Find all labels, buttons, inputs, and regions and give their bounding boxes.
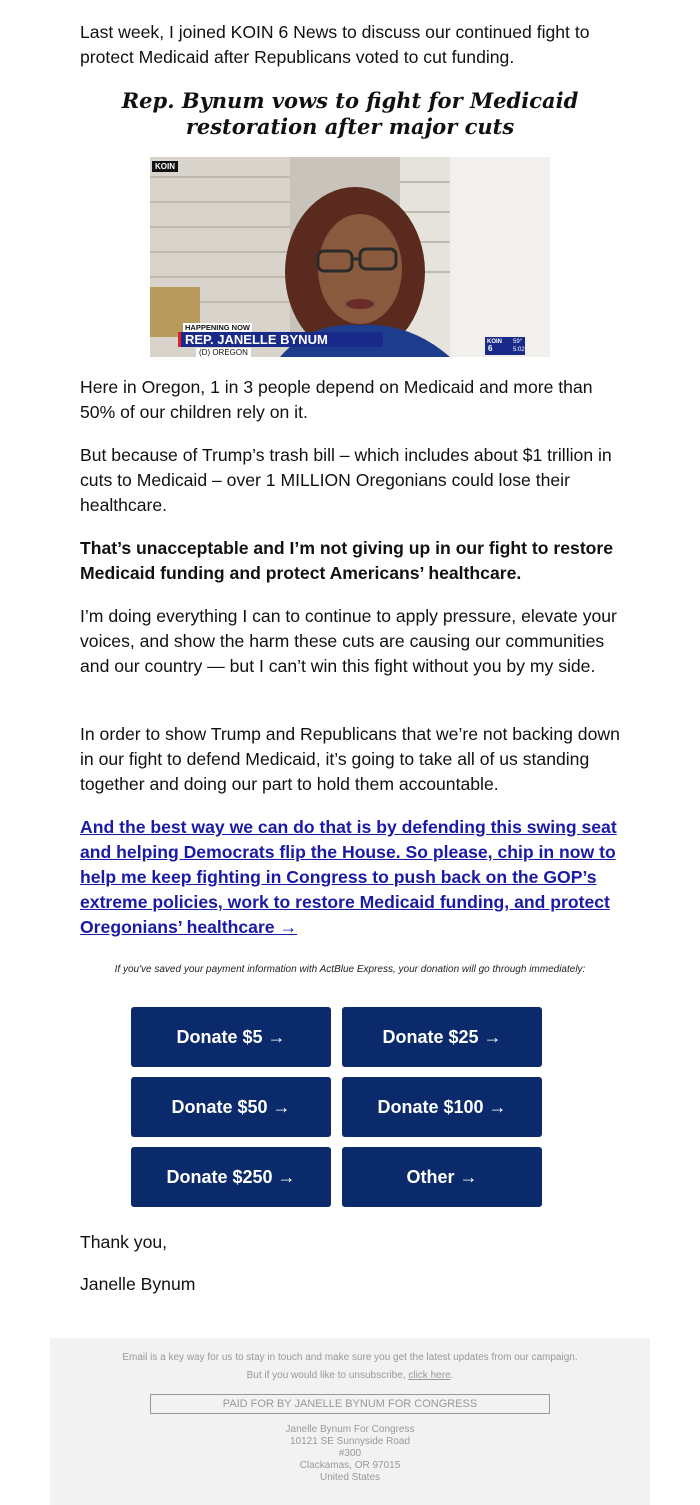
paragraph-unacceptable: That’s unacceptable and I’m not giving up in our fight to restore Medicaid funding and protect Americans’ healthcare. xyxy=(80,538,614,583)
paragraph-show-trump: In order to show Trump and Republicans that we’re not backing down in our fight to defend Medicaid, it’s going to take all of us standing together and doing our part to hold them accountable. xyxy=(80,724,620,794)
station-channel: 6 xyxy=(488,344,493,353)
cta-paragraph xyxy=(80,815,625,940)
signature-name: Janelle Bynum xyxy=(80,1274,196,1294)
article-headline xyxy=(120,88,580,140)
address-line-1: Janelle Bynum For Congress xyxy=(285,1424,415,1435)
address-line-5: United States xyxy=(319,1472,381,1483)
lower-third-name: REP. JANELLE BYNUM xyxy=(178,332,383,347)
paid-for-disclaimer: PAID FOR BY JANELLE BYNUM FOR CONGRESS xyxy=(150,1394,550,1414)
footer-unsubscribe-line xyxy=(50,1370,650,1381)
station-time: 5:02 xyxy=(513,347,525,353)
campaign-address xyxy=(50,1424,650,1484)
unsubscribe-suffix: . xyxy=(450,1370,454,1381)
unsubscribe-link[interactable]: click here xyxy=(408,1370,451,1381)
lower-third-party: (D) OREGON xyxy=(196,348,251,357)
thank-you-text: Thank you, xyxy=(80,1232,168,1252)
address-line-2: 10121 SE Sunnyside Road xyxy=(289,1436,411,1447)
address-line-3: #300 xyxy=(338,1448,362,1459)
station-temp: 59° xyxy=(513,339,523,345)
donate-50-button[interactable]: Donate $50 → xyxy=(131,1077,331,1137)
donate-250-button[interactable]: Donate $250 → xyxy=(131,1147,331,1207)
station-name: KOIN xyxy=(487,339,502,345)
station-bug xyxy=(485,337,525,355)
paragraph-trump-bill: But because of Trump’s trash bill – which includes about $1 trillion in cuts to Medicaid – over 1 MILLION Oregonians could lose their healthcare. xyxy=(80,445,612,515)
headline-line-1: Rep. Bynum vows to fight for Medicaid xyxy=(121,88,579,113)
footer-email-note: Email is a key way for us to stay in touch and make sure you get the latest updates from our campaign. xyxy=(122,1352,578,1363)
paragraph-medicaid-stats: Here in Oregon, 1 in 3 people depend on Medicaid and more than 50% of our children rely on it. xyxy=(80,377,593,422)
actblue-express-note: If you've saved your payment information with ActBlue Express, your donation will go through immediately: xyxy=(114,964,586,975)
donate-cta-link[interactable]: And the best way we can do that is by defending this swing seat and helping Democrats flip the House. So please, chip in now to help me keep fighting in Congress to push back on the GOP’s extreme policies, work to restore Medicaid funding, and protect Oregonians’ healthcare → xyxy=(80,817,617,937)
video-thumbnail[interactable] xyxy=(150,157,550,357)
unsubscribe-prefix: But if you would like to unsubscribe, xyxy=(246,1370,409,1381)
paragraph-doing-everything: I’m doing everything I can to continue to apply pressure, elevate your voices, and show the harm these cuts are causing our communities and our country — but I can’t win this fight without you by my side. xyxy=(80,606,617,676)
email-footer xyxy=(50,1338,650,1505)
donate-other-button[interactable]: Other → xyxy=(342,1147,542,1207)
address-line-4: Clackamas, OR 97015 xyxy=(299,1460,401,1471)
donate-25-button[interactable]: Donate $25 → xyxy=(342,1007,542,1067)
koin-logo: KOIN xyxy=(152,161,178,172)
intro-paragraph: Last week, I joined KOIN 6 News to discuss our continued fight to protect Medicaid after Republicans voted to cut funding. xyxy=(80,22,590,67)
happening-now-label: HAPPENING NOW xyxy=(185,323,251,332)
donate-5-button[interactable]: Donate $5 → xyxy=(131,1007,331,1067)
headline-line-2: restoration after major cuts xyxy=(185,114,515,139)
donate-100-button[interactable]: Donate $100 → xyxy=(342,1077,542,1137)
